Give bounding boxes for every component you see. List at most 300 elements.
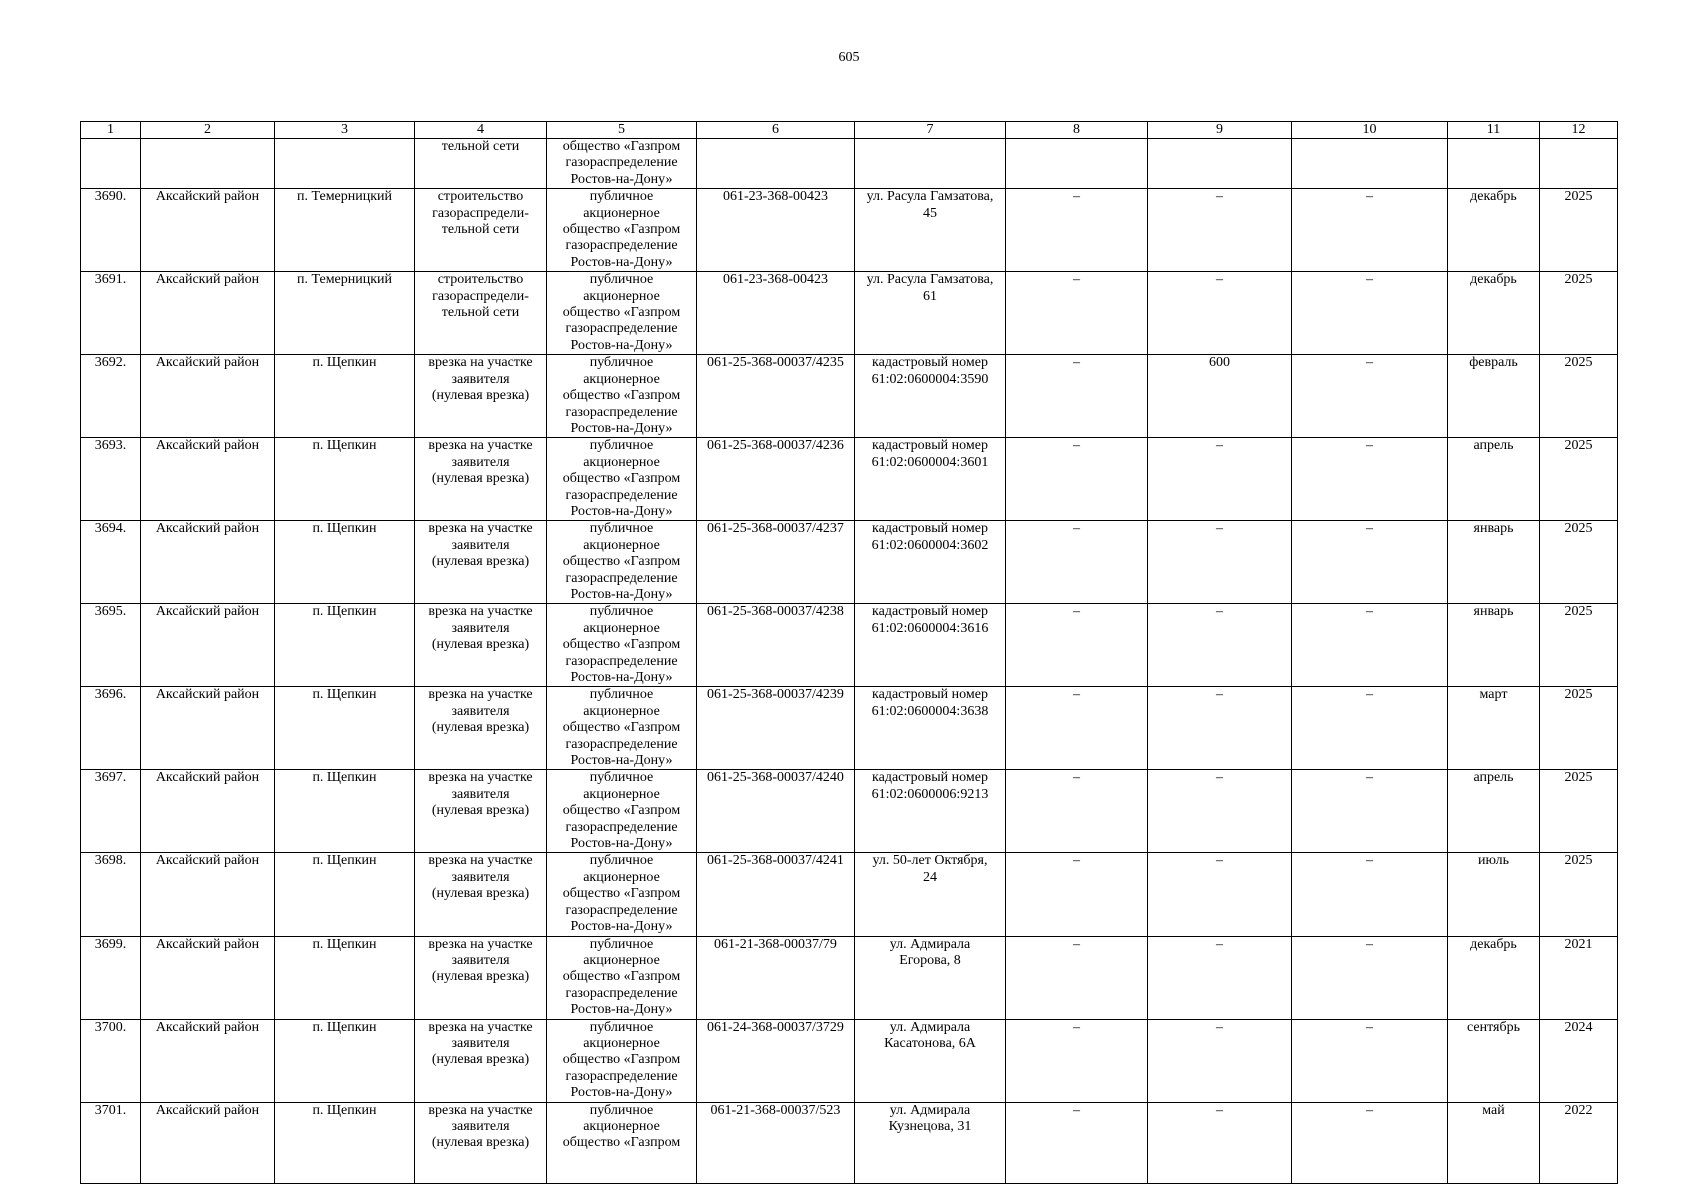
cell-address bbox=[855, 853, 1006, 936]
text-line: публичное bbox=[589, 521, 654, 537]
cell-col8: – bbox=[1006, 189, 1148, 272]
cell-col9: – bbox=[1148, 604, 1292, 687]
cell-month: январь bbox=[1448, 521, 1540, 604]
cell-month: декабрь bbox=[1448, 272, 1540, 355]
cell-settlement: п. Щепкин bbox=[275, 521, 415, 604]
header-cell: 11 bbox=[1448, 122, 1540, 139]
cell-year: 2022 bbox=[1540, 1102, 1618, 1183]
text-line: общество «Газпром bbox=[562, 388, 681, 404]
text-line: общество «Газпром bbox=[562, 720, 681, 736]
text-line: газораспределение bbox=[565, 653, 678, 669]
text-line: тельной сети bbox=[441, 305, 520, 321]
text-line: акционерное bbox=[583, 537, 660, 553]
text-line: газораспредели- bbox=[432, 205, 529, 221]
text-line: кадастровый номер bbox=[872, 355, 988, 371]
cell-code: 061-25-368-00037/4238 bbox=[697, 604, 855, 687]
cell-work-type bbox=[415, 355, 547, 438]
text-line: Ростов-на-Дону» bbox=[570, 1085, 673, 1101]
text-line: заявителя bbox=[451, 454, 510, 470]
cell-district: Аксайский район bbox=[141, 687, 275, 770]
text-line: общество «Газпром bbox=[562, 305, 681, 321]
register-table bbox=[80, 121, 1618, 1184]
cell-col10: – bbox=[1292, 687, 1448, 770]
text-line: (нулевая врезка) bbox=[431, 1052, 530, 1068]
cell-col9: – bbox=[1148, 438, 1292, 521]
text-line: акционерное bbox=[583, 371, 660, 387]
cell-settlement: п. Щепкин bbox=[275, 853, 415, 936]
text-line: публичное bbox=[589, 687, 654, 703]
cell-address bbox=[855, 936, 1006, 1019]
text-line: заявителя bbox=[451, 1035, 510, 1051]
text-line: общество «Газпром bbox=[562, 886, 681, 902]
table-row bbox=[81, 272, 1618, 355]
table-row bbox=[81, 1019, 1618, 1102]
text-line: публичное bbox=[589, 1102, 654, 1118]
cell-month: декабрь bbox=[1448, 189, 1540, 272]
cell-work-type bbox=[415, 770, 547, 853]
cell-year: 2025 bbox=[1540, 770, 1618, 853]
text-line: ул. 50-лет Октября, bbox=[872, 853, 988, 869]
text-line: акционерное bbox=[583, 1035, 660, 1051]
text-line: 61:02:0600004:3638 bbox=[871, 703, 989, 719]
text-line: публичное bbox=[589, 1019, 654, 1035]
cell-month: февраль bbox=[1448, 355, 1540, 438]
text-line: общество «Газпром bbox=[562, 222, 681, 238]
cell-row-number: 3698. bbox=[81, 853, 141, 936]
cell-col8: – bbox=[1006, 687, 1148, 770]
text-line: заявителя bbox=[451, 952, 510, 968]
text-line: газораспредели- bbox=[432, 288, 529, 304]
text-line: строительство bbox=[437, 272, 524, 288]
table-row bbox=[81, 604, 1618, 687]
cell-work-type bbox=[415, 1019, 547, 1102]
cell-year: 2025 bbox=[1540, 438, 1618, 521]
text-line: общество «Газпром bbox=[562, 1135, 681, 1151]
cell-col10: – bbox=[1292, 1019, 1448, 1102]
cell-district: Аксайский район bbox=[141, 936, 275, 1019]
page-number: 605 bbox=[838, 50, 860, 65]
cell-col10: – bbox=[1292, 355, 1448, 438]
text-line: общество «Газпром bbox=[562, 554, 681, 570]
text-line: газораспределение bbox=[565, 570, 678, 586]
text-line: акционерное bbox=[583, 288, 660, 304]
text-line: заявителя bbox=[451, 869, 510, 885]
cell-col8: – bbox=[1006, 355, 1148, 438]
cell-district: Аксайский район bbox=[141, 355, 275, 438]
cell-year: 2025 bbox=[1540, 189, 1618, 272]
cell-work-type bbox=[415, 272, 547, 355]
text-line: 61:02:0600006:9213 bbox=[871, 786, 989, 802]
text-line: врезка на участке bbox=[428, 355, 533, 371]
cell-settlement: п. Щепкин bbox=[275, 770, 415, 853]
text-line: врезка на участке bbox=[428, 438, 533, 454]
cell-organization bbox=[547, 936, 697, 1019]
text-line: врезка на участке bbox=[428, 770, 533, 786]
cell-organization bbox=[547, 438, 697, 521]
text-line: (нулевая врезка) bbox=[431, 471, 530, 487]
cell-year: 2025 bbox=[1540, 853, 1618, 936]
cell-address bbox=[855, 604, 1006, 687]
table-row bbox=[81, 189, 1618, 272]
cell-work-type bbox=[415, 189, 547, 272]
cell-settlement: п. Щепкин bbox=[275, 936, 415, 1019]
cell-work-type bbox=[415, 853, 547, 936]
text-line: газораспределение bbox=[565, 238, 678, 254]
cell-col9: – bbox=[1148, 687, 1292, 770]
cell-row-number: 3701. bbox=[81, 1102, 141, 1183]
text-line: (нулевая врезка) bbox=[431, 388, 530, 404]
cell-col9: – bbox=[1148, 1019, 1292, 1102]
cell-empty bbox=[1292, 139, 1448, 189]
cell-empty bbox=[1448, 139, 1540, 189]
text-line: врезка на участке bbox=[428, 936, 533, 952]
cell-code: 061-25-368-00037/4241 bbox=[697, 853, 855, 936]
text-line: общество «Газпром bbox=[562, 969, 681, 985]
cell-col8: – bbox=[1006, 770, 1148, 853]
header-cell: 10 bbox=[1292, 122, 1448, 139]
cell-year: 2021 bbox=[1540, 936, 1618, 1019]
text-line: заявителя bbox=[451, 371, 510, 387]
cell-settlement: п. Щепкин bbox=[275, 1019, 415, 1102]
text-line: общество «Газпром bbox=[562, 1052, 681, 1068]
cell-organization bbox=[547, 355, 697, 438]
text-line: акционерное bbox=[583, 205, 660, 221]
text-line: 61:02:0600004:3602 bbox=[871, 537, 989, 553]
cell-settlement: п. Темерницкий bbox=[275, 189, 415, 272]
cell-settlement: п. Темерницкий bbox=[275, 272, 415, 355]
cell-code: 061-25-368-00037/4239 bbox=[697, 687, 855, 770]
text-line: 24 bbox=[923, 869, 937, 885]
text-line: заявителя bbox=[451, 786, 510, 802]
text-line: газораспределение bbox=[565, 902, 678, 918]
table-row bbox=[81, 936, 1618, 1019]
text-line: врезка на участке bbox=[428, 853, 533, 869]
header-cell: 12 bbox=[1540, 122, 1618, 139]
cell-col10: – bbox=[1292, 1102, 1448, 1183]
cell-organization bbox=[547, 853, 697, 936]
cell-month: апрель bbox=[1448, 438, 1540, 521]
text-line: Ростов-на-Дону» bbox=[570, 919, 673, 935]
cell-organization bbox=[547, 139, 697, 189]
text-line: газораспределение bbox=[565, 1068, 678, 1084]
text-line: акционерное bbox=[583, 454, 660, 470]
cell-col10: – bbox=[1292, 604, 1448, 687]
text-line: врезка на участке bbox=[428, 687, 533, 703]
text-line: (нулевая врезка) bbox=[431, 803, 530, 819]
cell-col8: – bbox=[1006, 272, 1148, 355]
text-line: Ростов-на-Дону» bbox=[570, 254, 673, 270]
cell-col9: – bbox=[1148, 272, 1292, 355]
cell-address bbox=[855, 189, 1006, 272]
cell-col10: – bbox=[1292, 770, 1448, 853]
cell-month: декабрь bbox=[1448, 936, 1540, 1019]
cell-work-type bbox=[415, 521, 547, 604]
cell-row-number: 3697. bbox=[81, 770, 141, 853]
text-line: заявителя bbox=[451, 703, 510, 719]
text-line: Ростов-на-Дону» bbox=[570, 753, 673, 769]
cell-code: 061-21-368-00037/79 bbox=[697, 936, 855, 1019]
cell-settlement: п. Щепкин bbox=[275, 687, 415, 770]
text-line: публичное bbox=[589, 936, 654, 952]
text-line: 61 bbox=[923, 288, 937, 304]
cell-year: 2024 bbox=[1540, 1019, 1618, 1102]
cell-month: апрель bbox=[1448, 770, 1540, 853]
text-line: тельной сети bbox=[441, 222, 520, 238]
header-cell: 4 bbox=[415, 122, 547, 139]
cell-row-number: 3693. bbox=[81, 438, 141, 521]
cell-work-type bbox=[415, 936, 547, 1019]
text-line: публичное bbox=[589, 355, 654, 371]
cell-col8: – bbox=[1006, 1019, 1148, 1102]
cell-col10: – bbox=[1292, 438, 1448, 521]
cell-year: 2025 bbox=[1540, 355, 1618, 438]
cell-col10: – bbox=[1292, 853, 1448, 936]
cell-col8: – bbox=[1006, 521, 1148, 604]
text-line: заявителя bbox=[451, 1118, 510, 1134]
text-line: Ростов-на-Дону» bbox=[570, 337, 673, 353]
cell-row-number: 3695. bbox=[81, 604, 141, 687]
cell-col9: – bbox=[1148, 936, 1292, 1019]
header-cell: 2 bbox=[141, 122, 275, 139]
cell-col9: – bbox=[1148, 189, 1292, 272]
text-line: общество «Газпром bbox=[562, 637, 681, 653]
cell-month: июль bbox=[1448, 853, 1540, 936]
text-line: газораспределение bbox=[565, 819, 678, 835]
cell-work-type bbox=[415, 604, 547, 687]
cell-col8: – bbox=[1006, 604, 1148, 687]
text-line: публичное bbox=[589, 189, 654, 205]
cell-work-type bbox=[415, 438, 547, 521]
cell-col10: – bbox=[1292, 272, 1448, 355]
continuation-row bbox=[81, 139, 1618, 189]
text-line: Касатонова, 6А bbox=[884, 1035, 976, 1051]
cell-address bbox=[855, 687, 1006, 770]
cell-code: 061-25-368-00037/4237 bbox=[697, 521, 855, 604]
cell-code: 061-24-368-00037/3729 bbox=[697, 1019, 855, 1102]
text-line: Ростов-на-Дону» bbox=[570, 503, 673, 519]
cell-district: Аксайский район bbox=[141, 770, 275, 853]
cell-month: сентябрь bbox=[1448, 1019, 1540, 1102]
text-line: акционерное bbox=[583, 869, 660, 885]
text-line: Ростов-на-Дону» bbox=[570, 586, 673, 602]
header-cell: 1 bbox=[81, 122, 141, 139]
text-line: кадастровый номер bbox=[872, 604, 988, 620]
text-line: ул. Адмирала bbox=[889, 1102, 971, 1118]
cell-col9: – bbox=[1148, 853, 1292, 936]
cell-organization bbox=[547, 189, 697, 272]
text-line: врезка на участке bbox=[428, 521, 533, 537]
cell-month: январь bbox=[1448, 604, 1540, 687]
cell-col8: – bbox=[1006, 853, 1148, 936]
cell-address bbox=[855, 1019, 1006, 1102]
text-line: публичное bbox=[589, 853, 654, 869]
cell-col9: – bbox=[1148, 770, 1292, 853]
cell-month: май bbox=[1448, 1102, 1540, 1183]
text-line: газораспределение bbox=[565, 736, 678, 752]
cell-code: 061-23-368-00423 bbox=[697, 189, 855, 272]
cell-district: Аксайский район bbox=[141, 189, 275, 272]
cell-work-type bbox=[415, 687, 547, 770]
text-line: газораспределение bbox=[565, 155, 678, 171]
cell-row-number: 3691. bbox=[81, 272, 141, 355]
text-line: (нулевая врезка) bbox=[431, 1135, 530, 1151]
header-cell: 9 bbox=[1148, 122, 1292, 139]
cell-code: 061-23-368-00423 bbox=[697, 272, 855, 355]
cell-code: 061-25-368-00037/4235 bbox=[697, 355, 855, 438]
cell-empty bbox=[1540, 139, 1618, 189]
cell-row-number: 3700. bbox=[81, 1019, 141, 1102]
text-line: (нулевая врезка) bbox=[431, 886, 530, 902]
text-line: заявителя bbox=[451, 620, 510, 636]
text-line: 45 bbox=[923, 205, 937, 221]
cell-row-number: 3699. bbox=[81, 936, 141, 1019]
header-cell: 3 bbox=[275, 122, 415, 139]
cell-district: Аксайский район bbox=[141, 853, 275, 936]
cell-month: март bbox=[1448, 687, 1540, 770]
text-line: 61:02:0600004:3601 bbox=[871, 454, 989, 470]
cell-settlement: п. Щепкин bbox=[275, 438, 415, 521]
cell-settlement: п. Щепкин bbox=[275, 604, 415, 687]
text-line: врезка на участке bbox=[428, 604, 533, 620]
text-line: ул. Расула Гамзатова, bbox=[866, 272, 994, 288]
column-number-header bbox=[81, 122, 1618, 139]
cell-settlement: п. Щепкин bbox=[275, 1102, 415, 1183]
cell-address bbox=[855, 355, 1006, 438]
text-line: ул. Адмирала bbox=[889, 1019, 971, 1035]
text-line: кадастровый номер bbox=[872, 438, 988, 454]
cell-empty bbox=[141, 139, 275, 189]
text-line: Егорова, 8 bbox=[899, 952, 961, 968]
cell-year: 2025 bbox=[1540, 272, 1618, 355]
text-line: общество «Газпром bbox=[562, 803, 681, 819]
cell-code: 061-25-368-00037/4240 bbox=[697, 770, 855, 853]
table-row bbox=[81, 1102, 1618, 1183]
cell-organization bbox=[547, 687, 697, 770]
cell-col10: – bbox=[1292, 521, 1448, 604]
cell-organization bbox=[547, 1019, 697, 1102]
cell-col9: – bbox=[1148, 521, 1292, 604]
cell-organization bbox=[547, 272, 697, 355]
cell-row-number: 3694. bbox=[81, 521, 141, 604]
cell-district: Аксайский район bbox=[141, 604, 275, 687]
cell-col9: 600 bbox=[1148, 355, 1292, 438]
cell-district: Аксайский район bbox=[141, 521, 275, 604]
header-row bbox=[81, 122, 1618, 139]
text-line: кадастровый номер bbox=[872, 770, 988, 786]
text-line: ул. Расула Гамзатова, bbox=[866, 189, 994, 205]
text-line: кадастровый номер bbox=[872, 521, 988, 537]
cell-district: Аксайский район bbox=[141, 1102, 275, 1183]
text-line: публичное bbox=[589, 272, 654, 288]
cell-empty bbox=[1148, 139, 1292, 189]
cell-address bbox=[855, 521, 1006, 604]
table-row bbox=[81, 687, 1618, 770]
cell-address bbox=[855, 1102, 1006, 1183]
text-line: газораспределение bbox=[565, 321, 678, 337]
cell-organization bbox=[547, 521, 697, 604]
text-line: Ростов-на-Дону» bbox=[570, 670, 673, 685]
cell-empty bbox=[697, 139, 855, 189]
cell-empty bbox=[81, 139, 141, 189]
text-line: акционерное bbox=[583, 703, 660, 719]
cell-district: Аксайский район bbox=[141, 1019, 275, 1102]
text-line: газораспределение bbox=[565, 985, 678, 1001]
cell-address bbox=[855, 272, 1006, 355]
cell-year: 2025 bbox=[1540, 521, 1618, 604]
table-body bbox=[81, 139, 1618, 1184]
table-row bbox=[81, 355, 1618, 438]
text-line: Кузнецова, 31 bbox=[888, 1118, 972, 1134]
text-line: публичное bbox=[589, 438, 654, 454]
cell-col8: – bbox=[1006, 936, 1148, 1019]
cell-row-number: 3696. bbox=[81, 687, 141, 770]
text-line: акционерное bbox=[583, 786, 660, 802]
text-line: акционерное bbox=[583, 620, 660, 636]
cell-district: Аксайский район bbox=[141, 272, 275, 355]
cell-row-number: 3692. bbox=[81, 355, 141, 438]
cell-organization bbox=[547, 604, 697, 687]
text-line: тельной сети bbox=[441, 139, 520, 154]
cell-address bbox=[855, 438, 1006, 521]
cell-code: 061-25-368-00037/4236 bbox=[697, 438, 855, 521]
text-line: кадастровый номер bbox=[872, 687, 988, 703]
cell-address bbox=[855, 770, 1006, 853]
header-cell: 5 bbox=[547, 122, 697, 139]
cell-organization bbox=[547, 770, 697, 853]
text-line: газораспределение bbox=[565, 404, 678, 420]
cell-empty bbox=[275, 139, 415, 189]
cell-empty bbox=[855, 139, 1006, 189]
cell-work-type bbox=[415, 139, 547, 189]
text-line: публичное bbox=[589, 604, 654, 620]
cell-col8: – bbox=[1006, 438, 1148, 521]
table-row bbox=[81, 521, 1618, 604]
text-line: (нулевая врезка) bbox=[431, 554, 530, 570]
text-line: общество «Газпром bbox=[562, 139, 681, 154]
text-line: врезка на участке bbox=[428, 1019, 533, 1035]
cell-code: 061-21-368-00037/523 bbox=[697, 1102, 855, 1183]
cell-year: 2025 bbox=[1540, 687, 1618, 770]
text-line: акционерное bbox=[583, 952, 660, 968]
table-row bbox=[81, 438, 1618, 521]
text-line: 61:02:0600004:3616 bbox=[871, 620, 989, 636]
text-line: Ростов-на-Дону» bbox=[570, 171, 673, 187]
cell-year: 2025 bbox=[1540, 604, 1618, 687]
text-line: публичное bbox=[589, 770, 654, 786]
cell-organization bbox=[547, 1102, 697, 1183]
text-line: газораспределение bbox=[565, 487, 678, 503]
cell-col8: – bbox=[1006, 1102, 1148, 1183]
cell-row-number: 3690. bbox=[81, 189, 141, 272]
header-cell: 6 bbox=[697, 122, 855, 139]
text-line: строительство bbox=[437, 189, 524, 205]
header-cell: 8 bbox=[1006, 122, 1148, 139]
cell-district: Аксайский район bbox=[141, 438, 275, 521]
table-row bbox=[81, 770, 1618, 853]
text-line: заявителя bbox=[451, 537, 510, 553]
cell-empty bbox=[1006, 139, 1148, 189]
text-line: акционерное bbox=[583, 1118, 660, 1134]
text-line: (нулевая врезка) bbox=[431, 969, 530, 985]
text-line: врезка на участке bbox=[428, 1102, 533, 1118]
header-cell: 7 bbox=[855, 122, 1006, 139]
cell-work-type bbox=[415, 1102, 547, 1183]
cell-col10: – bbox=[1292, 189, 1448, 272]
cell-settlement: п. Щепкин bbox=[275, 355, 415, 438]
text-line: (нулевая врезка) bbox=[431, 637, 530, 653]
text-line: ул. Адмирала bbox=[889, 936, 971, 952]
text-line: 61:02:0600004:3590 bbox=[871, 371, 989, 387]
